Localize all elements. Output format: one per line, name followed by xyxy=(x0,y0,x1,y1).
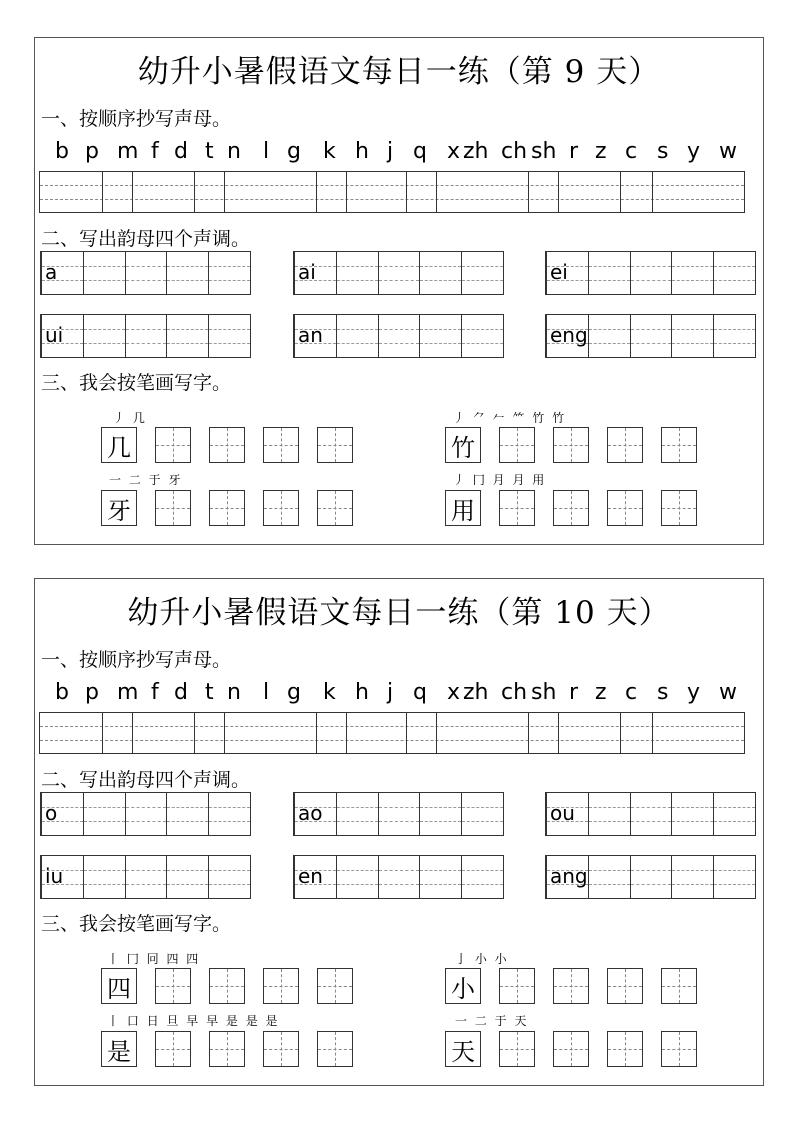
model-character-box xyxy=(101,1031,137,1067)
practice-box[interactable] xyxy=(263,968,299,1004)
initial-letter: w xyxy=(719,680,737,705)
tone-box[interactable] xyxy=(293,251,504,295)
initial-letter: d xyxy=(174,680,188,705)
tone-box[interactable] xyxy=(40,251,251,295)
initial-letter: zh xyxy=(463,139,489,164)
practice-box[interactable] xyxy=(209,968,245,1004)
initial-letter: x xyxy=(447,680,461,705)
final-label: ou xyxy=(550,801,575,825)
practice-box[interactable] xyxy=(607,427,643,463)
initial-letter: s xyxy=(657,139,669,164)
initials-row xyxy=(39,139,759,169)
worksheet-day-9 xyxy=(34,37,764,545)
model-character: 天 xyxy=(451,1037,475,1066)
practice-box[interactable] xyxy=(263,427,299,463)
page-title: 幼升小暑假语文每日一练（第 9 天） xyxy=(137,54,661,90)
initial-letter: m xyxy=(117,139,139,164)
practice-box[interactable] xyxy=(553,490,589,526)
stroke-order: 亅 小 小 xyxy=(455,952,509,966)
section-heading-initials: 一、按顺序抄写声母。 xyxy=(41,108,232,130)
model-character-box xyxy=(445,968,481,1004)
practice-box[interactable] xyxy=(155,1031,191,1067)
initials-row xyxy=(39,680,759,710)
stroke-order: 丿 几 xyxy=(113,411,147,425)
final-label: ui xyxy=(45,323,64,347)
model-character-box xyxy=(445,1031,481,1067)
model-character: 四 xyxy=(107,974,131,1003)
initial-letter: r xyxy=(569,680,579,705)
practice-box[interactable] xyxy=(607,490,643,526)
final-label: a xyxy=(45,260,58,284)
practice-box[interactable] xyxy=(499,490,535,526)
model-character: 用 xyxy=(451,496,475,525)
initial-letter: l xyxy=(263,680,270,705)
tone-box[interactable] xyxy=(40,314,251,358)
initial-letter: d xyxy=(174,139,188,164)
final-label: en xyxy=(298,864,323,888)
initial-letter: z xyxy=(595,680,607,705)
model-character: 竹 xyxy=(451,433,475,462)
practice-box[interactable] xyxy=(209,427,245,463)
practice-box[interactable] xyxy=(553,427,589,463)
initial-letter: g xyxy=(287,680,301,705)
stroke-order: 一 二 于 天 xyxy=(455,1014,529,1028)
initial-letter: k xyxy=(323,139,336,164)
practice-box[interactable] xyxy=(263,1031,299,1067)
tone-box[interactable] xyxy=(545,251,756,295)
practice-box[interactable] xyxy=(661,427,697,463)
initial-letter: c xyxy=(625,680,638,705)
page-title: 幼升小暑假语文每日一练（第 10 天） xyxy=(127,595,671,631)
model-character-box xyxy=(445,427,481,463)
practice-box[interactable] xyxy=(209,1031,245,1067)
initial-letter: g xyxy=(287,139,301,164)
practice-box[interactable] xyxy=(155,968,191,1004)
practice-box[interactable] xyxy=(317,427,353,463)
initial-letter: ch xyxy=(501,139,528,164)
initial-letter: t xyxy=(205,680,214,705)
practice-box[interactable] xyxy=(317,968,353,1004)
model-character-box xyxy=(101,427,137,463)
practice-box[interactable] xyxy=(499,968,535,1004)
practice-box[interactable] xyxy=(661,1031,697,1067)
practice-box[interactable] xyxy=(317,490,353,526)
section-heading-tones: 二、写出韵母四个声调。 xyxy=(41,769,251,791)
final-label: ai xyxy=(298,260,316,284)
initial-letter: s xyxy=(657,680,669,705)
initial-letter: q xyxy=(413,139,427,164)
section-heading-tones: 二、写出韵母四个声调。 xyxy=(41,228,251,250)
initial-letter: k xyxy=(323,680,336,705)
practice-box[interactable] xyxy=(607,968,643,1004)
initial-letter: f xyxy=(151,139,159,164)
practice-box[interactable] xyxy=(553,968,589,1004)
final-label: an xyxy=(298,323,323,347)
initial-letter: m xyxy=(117,680,139,705)
stroke-order: 丨 口 日 旦 早 早 是 是 是 xyxy=(107,1014,280,1028)
section-heading-strokes: 三、我会按笔画写字。 xyxy=(41,372,232,394)
initial-letter: p xyxy=(85,139,99,164)
practice-box[interactable] xyxy=(661,490,697,526)
practice-box[interactable] xyxy=(607,1031,643,1067)
initial-letter: c xyxy=(625,139,638,164)
section-heading-strokes: 三、我会按笔画写字。 xyxy=(41,913,232,935)
initial-letter: b xyxy=(55,139,69,164)
initial-letter: sh xyxy=(531,139,557,164)
tone-box[interactable] xyxy=(40,855,251,899)
initial-letter: y xyxy=(687,680,701,705)
tone-box[interactable] xyxy=(545,314,756,358)
copy-writing-grid[interactable] xyxy=(39,712,745,754)
final-label: ei xyxy=(550,260,568,284)
model-character: 小 xyxy=(451,974,475,1003)
final-label: ao xyxy=(298,801,323,825)
tone-box[interactable] xyxy=(293,792,504,836)
section-heading-initials: 一、按顺序抄写声母。 xyxy=(41,649,232,671)
stroke-order: 丿 冂 月 月 用 xyxy=(453,473,547,487)
practice-box[interactable] xyxy=(499,1031,535,1067)
model-character: 牙 xyxy=(107,496,131,525)
initial-letter: z xyxy=(595,139,607,164)
initial-letter: n xyxy=(227,139,241,164)
stroke-order: 丿 ⺈ 𠂉 ⺮ 竹 竹 xyxy=(453,411,567,425)
stroke-order: 一 二 于 牙 xyxy=(109,473,183,487)
stroke-order: 丨 冂 冋 四 四 xyxy=(107,952,201,966)
final-label: o xyxy=(45,801,58,825)
final-label: ang xyxy=(550,864,588,888)
tone-box[interactable] xyxy=(293,314,504,358)
practice-box[interactable] xyxy=(317,1031,353,1067)
practice-box[interactable] xyxy=(499,427,535,463)
worksheet-day-10 xyxy=(34,578,764,1086)
practice-box[interactable] xyxy=(661,968,697,1004)
initial-letter: l xyxy=(263,139,270,164)
practice-box[interactable] xyxy=(263,490,299,526)
initial-letter: j xyxy=(387,139,394,164)
initial-letter: b xyxy=(55,680,69,705)
final-label: iu xyxy=(45,864,64,888)
tone-box[interactable] xyxy=(545,792,756,836)
initial-letter: y xyxy=(687,139,701,164)
tone-box[interactable] xyxy=(293,855,504,899)
model-character: 几 xyxy=(107,433,131,462)
practice-box[interactable] xyxy=(155,490,191,526)
practice-box[interactable] xyxy=(209,490,245,526)
tone-box[interactable] xyxy=(545,855,756,899)
initial-letter: r xyxy=(569,139,579,164)
tone-box[interactable] xyxy=(40,792,251,836)
initial-letter: sh xyxy=(531,680,557,705)
initial-letter: f xyxy=(151,680,159,705)
model-character: 是 xyxy=(107,1037,131,1066)
initial-letter: q xyxy=(413,680,427,705)
initial-letter: h xyxy=(355,680,369,705)
practice-box[interactable] xyxy=(155,427,191,463)
practice-box[interactable] xyxy=(553,1031,589,1067)
copy-writing-grid[interactable] xyxy=(39,171,745,213)
initial-letter: j xyxy=(387,680,394,705)
final-label: eng xyxy=(550,323,588,347)
initial-letter: n xyxy=(227,680,241,705)
model-character-box xyxy=(445,490,481,526)
model-character-box xyxy=(101,968,137,1004)
initial-letter: x xyxy=(447,139,461,164)
initial-letter: h xyxy=(355,139,369,164)
initial-letter: zh xyxy=(463,680,489,705)
initial-letter: p xyxy=(85,680,99,705)
initial-letter: ch xyxy=(501,680,528,705)
initial-letter: w xyxy=(719,139,737,164)
initial-letter: t xyxy=(205,139,214,164)
model-character-box xyxy=(101,490,137,526)
